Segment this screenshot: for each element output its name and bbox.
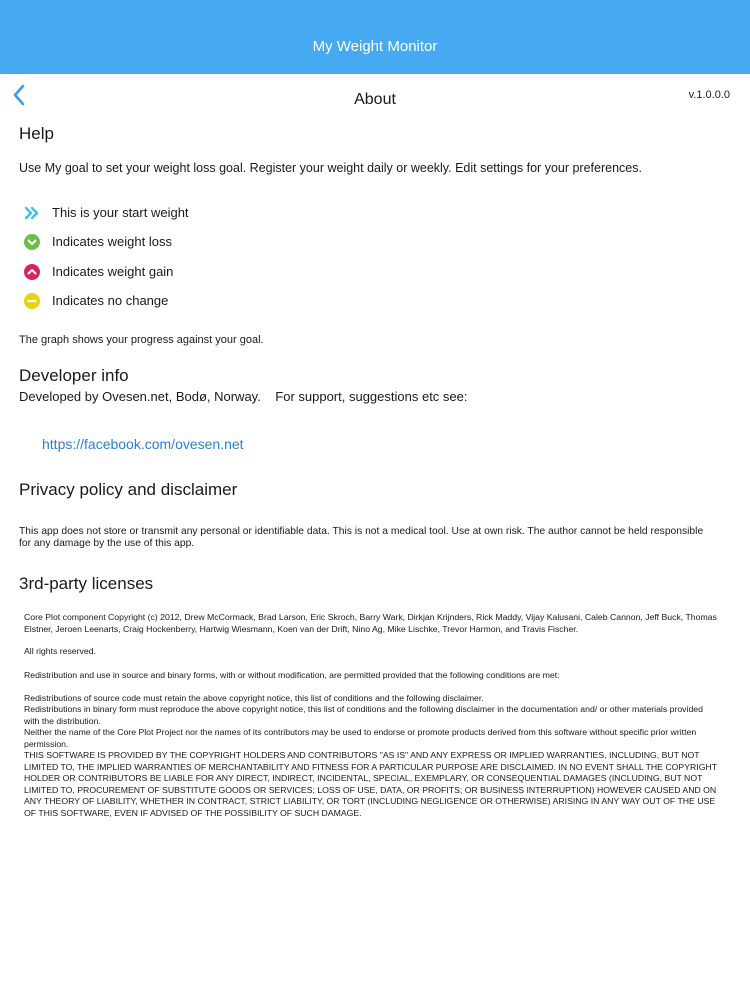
license-condition-1: Redistributions of source code must retain the above copyright notice, this list of conditions and the following disclaimer. <box>24 693 484 703</box>
help-intro: Use My goal to set your weight loss goal. Register your weight daily or weekly. Edit settings for your preferences. <box>19 161 642 175</box>
license-redistribution: Redistribution and use in source and binary forms, with or without modification, are permitted provided that the following conditions are met: <box>24 670 560 680</box>
privacy-text: This app does not store or transmit any personal or identifiable data. This is not a medical tool. Use at own risk. The author cannot be held responsible for any damage by the use of this app. <box>19 526 704 549</box>
facebook-link[interactable]: https://facebook.com/ovesen.net <box>42 436 244 452</box>
app-title: My Weight Monitor <box>312 38 438 55</box>
legend-label: Indicates weight gain <box>52 264 174 279</box>
license-condition-3: Neither the name of the Core Plot Project nor the names of its contributors may be used to endorse or promote products derived from this software without specific prior written permission. <box>24 727 697 749</box>
privacy-heading: Privacy policy and disclaimer <box>19 480 238 499</box>
no-change-icon <box>24 293 40 309</box>
legend-label: This is your start weight <box>52 205 189 220</box>
double-chevron-right-icon <box>24 205 40 221</box>
developer-text: Developed by Ovesen.net, Bodø, Norway. For support, suggestions etc see: <box>19 389 468 404</box>
license-rights: All rights reserved. <box>24 646 96 656</box>
help-heading: Help <box>19 124 54 143</box>
weight-gain-icon <box>24 264 40 280</box>
legend-label: Indicates no change <box>52 293 169 308</box>
page-title: About <box>354 91 396 108</box>
developer-heading: Developer info <box>19 366 129 385</box>
license-condition-2: Redistributions in binary form must reproduce the above copyright notice, this list of conditions and the following disclaimer in the documentation and/ or other materials provided with the distribution. <box>24 704 703 726</box>
app-header <box>0 0 750 74</box>
version-label: v.1.0.0.0 <box>688 89 730 101</box>
legend-label: Indicates weight loss <box>52 234 172 249</box>
licenses-heading: 3rd-party licenses <box>19 574 154 593</box>
graph-note: The graph shows your progress against your goal. <box>19 334 264 346</box>
license-disclaimer: THIS SOFTWARE IS PROVIDED BY THE COPYRIGHT HOLDERS AND CONTRIBUTORS "AS IS" AND ANY EXPRESS OR IMPLIED WARRANTIES, INCLUDING, BUT NOT LIMITED TO, THE IMPLIED WARRANTIES OF MERCHANTABILITY AND FITNESS FOR A PARTICULAR PURPOSE ARE DISCLAIMED. IN NO EVENT SHALL THE COPYRIGHT HOLDER OR CONTRIBUTORS BE LIABLE FOR ANY DIRECT, INDIRECT, INCIDENTAL, SPECIAL, EXEMPLARY, OR CONSEQUENTIAL DAMAGES (INCLUDING, BUT NOT LIMITED TO, PROCUREMENT OF SUBSTITUTE GOODS OR SERVICES; LOSS OF USE, DATA, OR PROFITS; OR BUSINESS INTERRUPTION) HOWEVER CAUSED AND ON ANY THEORY OF LIABILITY, WHETHER IN CONTRACT, STRICT LIABILITY, OR TORT (INCLUDING NEGLIGENCE OR OTHERWISE) ARISING IN ANY WAY OUT OF THE USE OF THIS SOFTWARE, EVEN IF ADVISED OF THE POSSIBILITY OF SUCH DAMAGE. <box>24 750 717 818</box>
weight-loss-icon <box>24 234 40 250</box>
license-copyright: Core Plot component Copyright (c) 2012, Drew McCormack, Brad Larson, Eric Skroch, Barry Wark, Dirkjan Krijnders, Rick Maddy, Vijay Kalusani, Caleb Cannon, Jeff Buck, Thomas Elstner, Jeroen Leenarts, Craig Hockenberry, Hartwig Wiesmann, Koen van der Drift, Nino Ag, Mike Lischke, Trevor Harmon, and Travis Fischer. <box>24 612 717 634</box>
